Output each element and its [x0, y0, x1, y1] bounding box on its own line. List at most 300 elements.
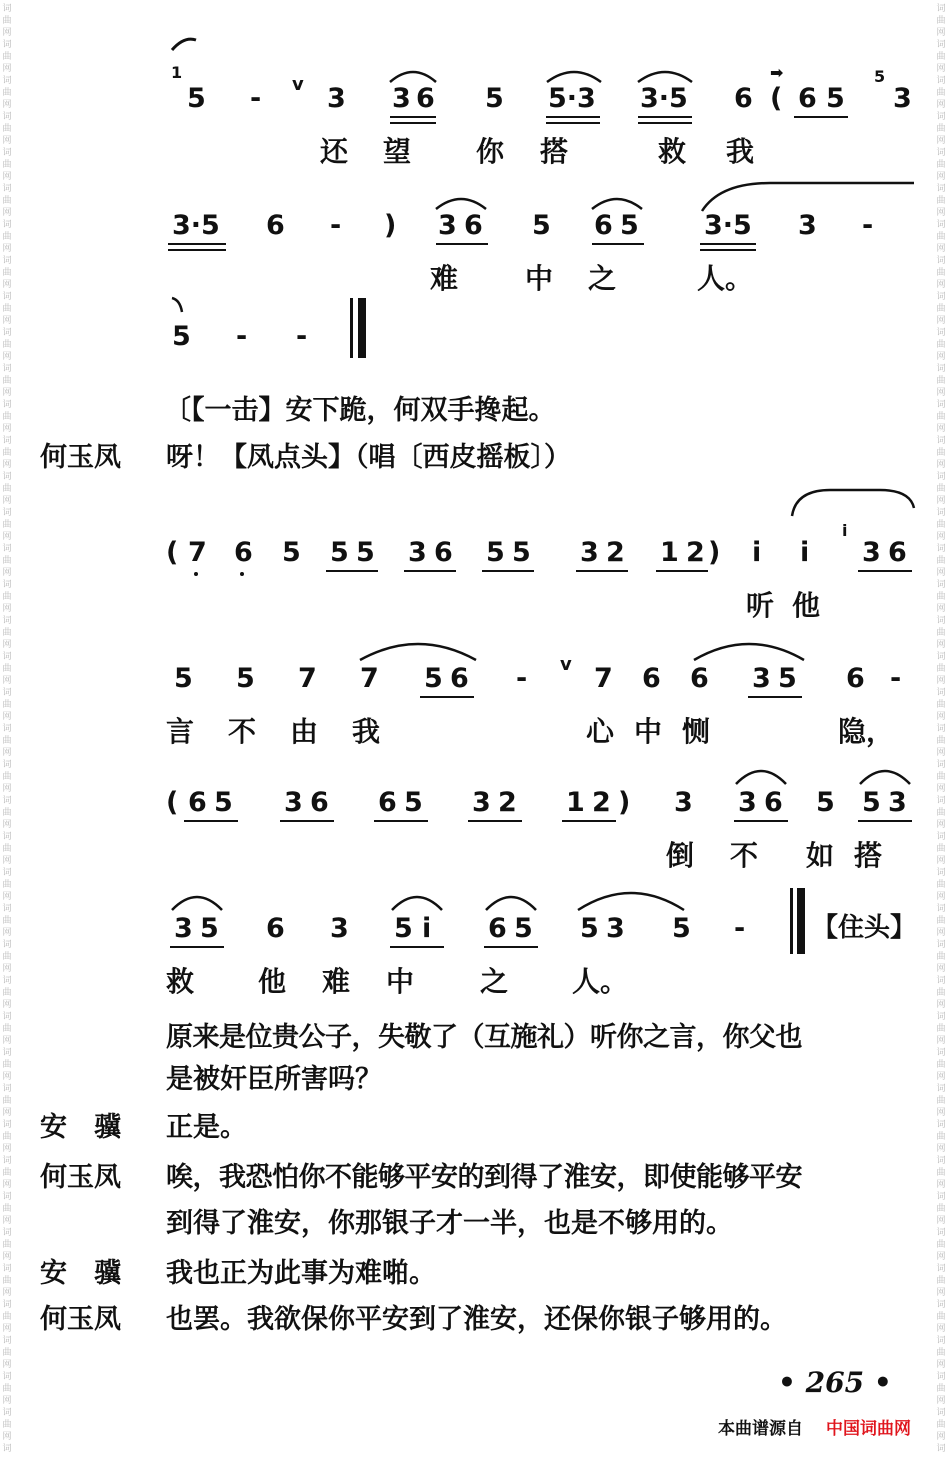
watermark-char: 曲 — [2, 772, 12, 782]
lyric: 中 — [634, 715, 663, 748]
watermark-char: 网 — [936, 388, 946, 398]
watermark-char: 曲 — [936, 124, 946, 134]
note: 7 — [360, 663, 379, 694]
slur — [484, 890, 538, 912]
score-system-3 — [0, 322, 950, 386]
note: 7 — [188, 537, 207, 568]
watermark-char: 词 — [936, 76, 946, 86]
watermark-char: 曲 — [2, 592, 12, 602]
watermark-char: 曲 — [2, 1204, 12, 1214]
note: 3 — [408, 537, 427, 568]
watermark-char: 曲 — [2, 556, 12, 566]
watermark-char: 曲 — [2, 880, 12, 890]
watermark-char: 网 — [2, 1324, 12, 1334]
breath-mark: v — [560, 654, 572, 675]
watermark-char: 曲 — [2, 1240, 12, 1250]
watermark-char: 网 — [2, 856, 12, 866]
note: 6 — [266, 913, 285, 944]
slur — [388, 66, 438, 84]
watermark-char: 曲 — [936, 376, 946, 386]
watermark-char: 词 — [2, 1264, 12, 1274]
underline — [168, 243, 226, 245]
lyric: 之 — [480, 965, 509, 998]
watermark-char: 词 — [936, 220, 946, 230]
watermark-char: 词 — [2, 1048, 12, 1058]
lyric: 如 — [806, 839, 835, 872]
slur — [358, 638, 478, 662]
watermark-char: 网 — [936, 1000, 946, 1010]
watermark-char: 网 — [2, 676, 12, 686]
lyric: 望 — [383, 135, 412, 168]
watermark-char: 网 — [936, 1288, 946, 1298]
watermark-char: 曲 — [936, 916, 946, 926]
score-system-6 — [0, 787, 950, 872]
watermark-char: 网 — [936, 244, 946, 254]
score-system-7 — [0, 913, 950, 998]
underline — [184, 820, 238, 822]
watermark-char: 词 — [2, 148, 12, 158]
underline — [546, 116, 600, 118]
watermark-char: 词 — [936, 328, 946, 338]
note: - — [734, 913, 746, 944]
lyric: 人。 — [697, 262, 754, 295]
watermark-char: 曲 — [936, 880, 946, 890]
score-system-2 — [0, 210, 950, 295]
note: 6 — [846, 663, 865, 694]
note: 5 — [826, 83, 845, 114]
watermark-char: 词 — [936, 796, 946, 806]
watermark-char: 词 — [2, 400, 12, 410]
dialogue-line: 原来是位贵公子，失敬了（互施礼）听你之言，你父也 — [166, 1022, 802, 1053]
watermark-char: 词 — [2, 580, 12, 590]
watermark-char: 曲 — [936, 592, 946, 602]
watermark-char: 曲 — [936, 664, 946, 674]
watermark-char: 词 — [936, 148, 946, 158]
watermark-char: 词 — [936, 976, 946, 986]
fermata-mark: ➡ — [770, 63, 784, 82]
watermark-char: 网 — [936, 712, 946, 722]
note: 3 — [606, 913, 625, 944]
source-credit-prefix: 本曲谱源自 — [718, 1419, 803, 1439]
note: 6 — [464, 210, 483, 241]
watermark-char: 网 — [2, 1000, 12, 1010]
watermark-char: 网 — [2, 928, 12, 938]
note: 7 — [594, 663, 613, 694]
watermark-char: 网 — [2, 208, 12, 218]
open-paren: ( — [166, 787, 179, 818]
note: 5 — [580, 913, 599, 944]
underline — [700, 243, 756, 245]
watermark-char: 网 — [936, 28, 946, 38]
underline — [638, 122, 692, 124]
watermark-char: 曲 — [936, 88, 946, 98]
watermark-char: 曲 — [2, 808, 12, 818]
watermark-char: 词 — [936, 724, 946, 734]
note: i — [752, 537, 762, 568]
dialogue-line: 到得了淮安，你那银子才一半，也是不够用的。 — [166, 1208, 733, 1239]
watermark-char: 词 — [936, 616, 946, 626]
lyric: 人。 — [572, 965, 629, 998]
note: 1 — [566, 787, 585, 818]
note: 5 — [200, 913, 219, 944]
watermark-char: 词 — [936, 1444, 946, 1454]
watermark-char: 曲 — [2, 736, 12, 746]
watermark-char: 网 — [936, 1360, 946, 1370]
note: 3 — [472, 787, 491, 818]
note: 6 — [234, 537, 253, 568]
slur — [590, 193, 644, 211]
underline — [404, 570, 456, 572]
underline — [748, 696, 802, 698]
note: 5 — [174, 663, 193, 694]
watermark-char: 网 — [936, 1396, 946, 1406]
watermark-char: 曲 — [2, 1312, 12, 1322]
note: 3·5 — [640, 83, 688, 114]
watermark-char: 词 — [2, 184, 12, 194]
dialogue-line: 是被奸臣所害吗？ — [166, 1064, 382, 1095]
watermark-char: 网 — [936, 64, 946, 74]
source-credit-link[interactable]: 中国词曲网 — [826, 1419, 911, 1439]
watermark-char: 曲 — [936, 736, 946, 746]
end-label: 【住头】 — [812, 913, 917, 943]
watermark-char: 曲 — [936, 16, 946, 26]
watermark-char: 网 — [936, 460, 946, 470]
underline — [700, 249, 756, 251]
watermark-char: 词 — [2, 976, 12, 986]
watermark-char: 词 — [2, 760, 12, 770]
note: 6 — [488, 913, 507, 944]
watermark-char: 网 — [936, 352, 946, 362]
note: 7 — [298, 663, 317, 694]
note: 5 — [816, 787, 835, 818]
lyric: 听 — [746, 589, 775, 622]
watermark-char: 曲 — [936, 1384, 946, 1394]
underline — [168, 249, 226, 251]
breath-mark: v — [292, 74, 304, 95]
watermark-char: 词 — [936, 364, 946, 374]
watermark-char: 曲 — [2, 88, 12, 98]
watermark-char: 词 — [2, 4, 12, 14]
watermark-char: 网 — [2, 244, 12, 254]
watermark-char: 网 — [2, 532, 12, 542]
watermark-char: 曲 — [936, 1096, 946, 1106]
watermark-char: 曲 — [2, 484, 12, 494]
underline — [638, 116, 692, 118]
speaker-name: 何玉凤 — [40, 1304, 121, 1335]
note: 3 — [738, 787, 757, 818]
watermark-char: 词 — [2, 904, 12, 914]
underline — [280, 820, 334, 822]
watermark-char: 网 — [936, 1180, 946, 1190]
watermark-char: 词 — [936, 436, 946, 446]
slur — [545, 66, 603, 84]
watermark-char: 网 — [2, 820, 12, 830]
grace-note: 5 — [874, 67, 886, 86]
watermark-char: 网 — [2, 1072, 12, 1082]
watermark-char: 曲 — [936, 1204, 946, 1214]
watermark-char: 曲 — [936, 304, 946, 314]
watermark-char: 网 — [936, 1324, 946, 1334]
lyric: 搭 — [540, 135, 569, 168]
watermark-char: 曲 — [936, 808, 946, 818]
watermark-char: 网 — [936, 748, 946, 758]
watermark-char: 词 — [2, 292, 12, 302]
watermark-char: 曲 — [936, 268, 946, 278]
phrase-mark — [170, 34, 200, 54]
underline — [420, 696, 474, 698]
watermark-char: 词 — [936, 256, 946, 266]
lyric: 我 — [726, 135, 755, 168]
page-number: • 265 • — [778, 1366, 892, 1399]
watermark-char: 网 — [936, 928, 946, 938]
note: 5 — [330, 537, 349, 568]
slur — [390, 890, 444, 912]
note: - — [250, 83, 262, 114]
slur — [692, 638, 806, 662]
note: 6 — [764, 787, 783, 818]
watermark-char: 词 — [936, 1336, 946, 1346]
note: 5 — [282, 537, 301, 568]
watermark-char: 曲 — [936, 556, 946, 566]
note: 3 — [174, 913, 193, 944]
score-system-1 — [0, 63, 950, 168]
watermark-char: 曲 — [2, 952, 12, 962]
lyric: 隐， — [838, 715, 895, 748]
watermark-char: 词 — [2, 544, 12, 554]
note: - — [516, 663, 528, 694]
note: i — [422, 913, 432, 944]
lyric: 救 — [658, 135, 687, 168]
underline — [858, 820, 912, 822]
watermark-char: 网 — [2, 460, 12, 470]
watermark-char: 网 — [936, 604, 946, 614]
watermark-char: 曲 — [936, 412, 946, 422]
watermark-char: 网 — [2, 1036, 12, 1046]
watermark-char: 网 — [936, 1432, 946, 1442]
watermark-char: 词 — [2, 1120, 12, 1130]
note: 5 — [214, 787, 233, 818]
phrase-mark — [170, 296, 186, 314]
note: 5 — [236, 663, 255, 694]
note: 2 — [686, 537, 705, 568]
close-paren: ) — [708, 537, 721, 568]
underline — [326, 570, 378, 572]
watermark-char: 曲 — [936, 772, 946, 782]
note: 3 — [580, 537, 599, 568]
watermark-char: 词 — [936, 40, 946, 50]
watermark-char: 词 — [936, 940, 946, 950]
watermark-char: 网 — [936, 568, 946, 578]
watermark-char: 曲 — [2, 448, 12, 458]
watermark-char: 词 — [936, 1048, 946, 1058]
watermark-char: 词 — [936, 1156, 946, 1166]
watermark-char: 词 — [2, 112, 12, 122]
watermark-char: 词 — [936, 1300, 946, 1310]
watermark-char: 曲 — [2, 664, 12, 674]
note: 3 — [798, 210, 817, 241]
close-paren: ) — [618, 787, 631, 818]
barline-thick — [358, 298, 366, 358]
speaker-name: 何玉凤 — [40, 442, 121, 473]
note: 5 — [356, 537, 375, 568]
watermark-char: 曲 — [936, 160, 946, 170]
dialogue-line: 也罢。我欲保你平安到了淮安，还保你银子够用的。 — [166, 1304, 787, 1335]
slur — [636, 66, 694, 84]
watermark-char: 网 — [936, 136, 946, 146]
note: 5 — [485, 83, 504, 114]
underline — [390, 122, 436, 124]
grace-note: i — [842, 521, 848, 540]
watermark-char: 词 — [936, 4, 946, 14]
lyric: 难 — [322, 965, 351, 998]
underline — [592, 243, 644, 245]
watermark-char: 曲 — [2, 196, 12, 206]
note: 5 — [620, 210, 639, 241]
note: 3 — [862, 537, 881, 568]
note: 5 — [404, 787, 423, 818]
watermark-char: 词 — [2, 1372, 12, 1382]
watermark-char: 网 — [2, 604, 12, 614]
watermark-char: 曲 — [2, 1096, 12, 1106]
note: 5 — [187, 83, 206, 114]
underline — [390, 116, 436, 118]
watermark-char: 曲 — [2, 124, 12, 134]
note: 3·5 — [704, 210, 752, 241]
watermark-char: 词 — [2, 1156, 12, 1166]
watermark-char: 曲 — [2, 304, 12, 314]
note: 6 — [188, 787, 207, 818]
underline — [794, 116, 848, 118]
watermark-char: 网 — [936, 1108, 946, 1118]
watermark-char: 曲 — [936, 1240, 946, 1250]
note: - — [330, 210, 342, 241]
watermark-char: 网 — [936, 892, 946, 902]
note: 5 — [424, 663, 443, 694]
note: 5 — [532, 210, 551, 241]
note: 5 — [486, 537, 505, 568]
watermark-char: 网 — [2, 784, 12, 794]
watermark-char: 网 — [2, 964, 12, 974]
lyric: 还 — [320, 135, 349, 168]
watermark-char: 词 — [2, 796, 12, 806]
watermark-char: 词 — [2, 1012, 12, 1022]
watermark-char: 词 — [936, 904, 946, 914]
watermark-char: 曲 — [2, 340, 12, 350]
watermark-char: 网 — [2, 496, 12, 506]
watermark-char: 词 — [2, 1084, 12, 1094]
note: 3·5 — [172, 210, 220, 241]
underline — [482, 570, 534, 572]
note: 3 — [888, 787, 907, 818]
watermark-char: 词 — [936, 1408, 946, 1418]
note: 2 — [592, 787, 611, 818]
watermark-char: 词 — [936, 1012, 946, 1022]
watermark-char: 曲 — [936, 232, 946, 242]
lyric: 中 — [525, 262, 554, 295]
watermark-char: 词 — [936, 184, 946, 194]
tie — [790, 488, 916, 518]
watermark-char: 网 — [936, 208, 946, 218]
speaker-name: 何玉凤 — [40, 1162, 121, 1193]
watermark-char: 词 — [2, 472, 12, 482]
watermark-char: 网 — [2, 28, 12, 38]
watermark-char: 词 — [936, 112, 946, 122]
watermark-char: 曲 — [2, 1276, 12, 1286]
score-system-5 — [0, 654, 950, 748]
watermark-char: 网 — [936, 496, 946, 506]
speaker-name: 安 骥 — [40, 1112, 121, 1143]
watermark-char: 词 — [2, 220, 12, 230]
note: 6 — [450, 663, 469, 694]
note: 6 — [888, 537, 907, 568]
watermark-char: 曲 — [936, 1312, 946, 1322]
underline — [484, 946, 538, 948]
watermark-char: 曲 — [2, 52, 12, 62]
watermark-char: 词 — [2, 1300, 12, 1310]
barline-thin — [790, 888, 793, 954]
open-paren: ( — [770, 83, 783, 114]
note: 3 — [327, 83, 346, 114]
watermark-char: 曲 — [2, 520, 12, 530]
barline-thick — [797, 888, 805, 954]
watermark-char: 网 — [936, 532, 946, 542]
watermark-char: 词 — [2, 40, 12, 50]
watermark-char: 网 — [2, 712, 12, 722]
watermark-char: 曲 — [2, 412, 12, 422]
watermark-char: 网 — [936, 1072, 946, 1082]
watermark-char: 网 — [2, 892, 12, 902]
watermark-char: 网 — [2, 1144, 12, 1154]
note: 5·3 — [548, 83, 596, 114]
note: 6 — [594, 210, 613, 241]
underline — [576, 570, 628, 572]
watermark-char: 曲 — [2, 628, 12, 638]
watermark-char: 网 — [2, 424, 12, 434]
watermark-char: 词 — [2, 832, 12, 842]
watermark-char: 网 — [2, 1432, 12, 1442]
underline — [734, 820, 788, 822]
watermark-char: 词 — [936, 472, 946, 482]
watermark-char: 词 — [2, 436, 12, 446]
note: - — [862, 210, 874, 241]
note: 6 — [690, 663, 709, 694]
watermark-char: 曲 — [2, 268, 12, 278]
watermark-char: 词 — [936, 1192, 946, 1202]
tie — [700, 181, 916, 213]
watermark-char: 网 — [936, 1216, 946, 1226]
watermark-char: 网 — [2, 352, 12, 362]
watermark-char: 词 — [2, 1336, 12, 1346]
lyric: 你 — [476, 135, 505, 168]
note: 3 — [284, 787, 303, 818]
note: 5 — [862, 787, 881, 818]
watermark-char: 网 — [2, 568, 12, 578]
slur — [170, 890, 224, 912]
watermark-char: 曲 — [936, 1132, 946, 1142]
watermark-char: 曲 — [2, 1420, 12, 1430]
dialogue-line: 呀！【凤点头】（唱〔西皮摇板〕） — [166, 442, 571, 473]
grace-note: 1 — [171, 63, 183, 82]
watermark-char: 曲 — [936, 340, 946, 350]
watermark-char: 曲 — [2, 1060, 12, 1070]
watermark-char: 词 — [2, 940, 12, 950]
watermark-char: 曲 — [936, 484, 946, 494]
note: 3 — [893, 83, 912, 114]
lyric: 中 — [386, 965, 415, 998]
watermark-char: 曲 — [936, 196, 946, 206]
watermark-char: 网 — [2, 64, 12, 74]
watermark-char: 曲 — [936, 844, 946, 854]
